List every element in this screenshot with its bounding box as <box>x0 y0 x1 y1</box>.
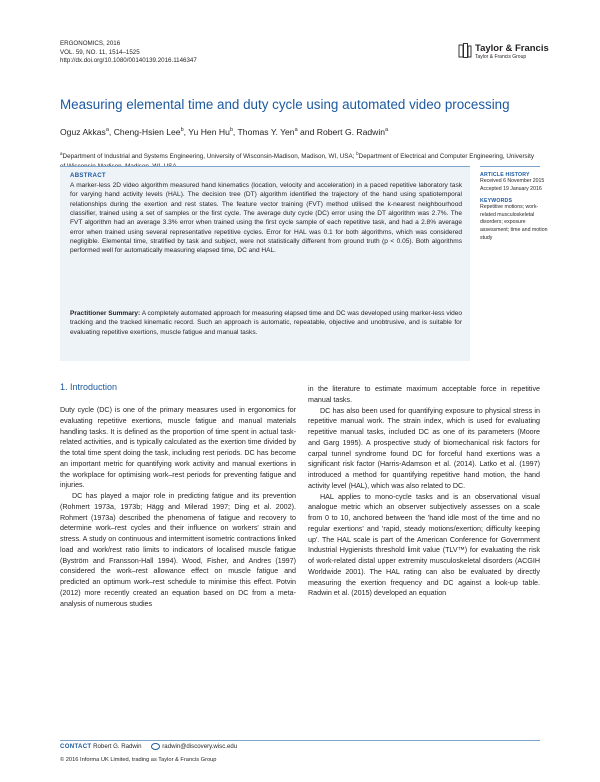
affil-sup: a <box>60 151 63 156</box>
author-sup: a <box>294 127 298 134</box>
publisher-name: Taylor & Francis <box>475 43 549 54</box>
affil-sup: b <box>356 151 359 156</box>
abstract-box <box>60 166 470 361</box>
author-sup: a <box>385 127 389 134</box>
author: Yu Hen Hu <box>188 127 230 137</box>
author-list <box>60 127 388 137</box>
copyright: © 2016 Informa UK Limited, trading as Taylor & Francis Group <box>60 757 217 763</box>
paragraph: in the literature to estimate maximum acceptable force in repetitive manual tasks. <box>308 385 540 404</box>
contact-name: Robert G. Radwin <box>93 743 142 751</box>
publisher-group: Taylor & Francis Group <box>475 54 527 60</box>
paragraph: DC has played a major role in predicting fatigue and its prevention (Rohmert 1973a, 1973b; Hägg and Milerad 1997; Ding et al. 2002). Rohmert (1973a) described the phenomena of fatigue and recovery to determine work–rest cycles and their influence on workers' strain and stress. A study on continuous and intermittent isometric contractions linked load and work/rest ratio limits to indicators of localised muscle fatigue (Byström and Fransson-Hall 1994). Wood, Fisher, and Andres (1997) considered the work–rest allowance effect on muscle fatigue and predicted an optimum work–rest schedule to minimise this effect. Potvin (2012) more recently created an equation based on DC from a meta-analysis of numerous studies <box>60 492 296 608</box>
right-column <box>308 384 540 599</box>
affiliation-b: Department of Electrical and Computer Engineering, University <box>358 153 535 161</box>
paragraph: Duty cycle (DC) is one of the primary measures used in ergonomics for evaluating repetitive exertions, muscle fatigue and manual materials handling tasks. It is defined as the proportion of time spent in actual task-related activities, and is typically calculated as the exertion time divided by the total time spent doing the task, including rest periods. DC has become an important metric for quantifying work activity and manual exertions in the workplace for optimising work–rest periods for preventing fatigue and injuries. <box>60 406 296 490</box>
journal-header <box>60 40 197 66</box>
author-separator: , <box>232 127 238 137</box>
section-heading: 1. Introduction <box>60 382 118 392</box>
keyword-line: Repetitive motions; work- <box>480 204 539 211</box>
author: Cheng-Hsien Lee <box>113 127 181 137</box>
contact-label: CONTACT <box>60 743 92 751</box>
contact-email[interactable]: radwin@discovery.wisc.edu <box>162 743 238 751</box>
practitioner-summary <box>70 309 462 337</box>
keyword-line: related musculoskeletal <box>480 211 535 218</box>
abstract-heading: ABSTRACT <box>70 172 106 179</box>
author-sup: a <box>105 127 109 134</box>
author-sup: b <box>180 127 184 134</box>
history-heading: ARTICLE HISTORY <box>480 172 530 178</box>
footer-rule <box>60 740 540 741</box>
author: Oguz Akkas <box>60 127 106 137</box>
accepted-date: Accepted 19 January 2016 <box>480 185 542 192</box>
article-sidebar <box>480 166 548 242</box>
contact-line <box>60 743 237 750</box>
author-sup: b <box>229 127 233 134</box>
publisher-logo <box>458 42 558 62</box>
practitioner-text: A completely automated approach for measuring elapsed time and DC was developed using marker-less video tracking and the tracked kinematic record. Such an approach is automatic, repeatable, objective and unobtrusive, and is suitable for evaluating repetitive exertions, muscle fatigue and manual tasks. <box>70 310 462 336</box>
paragraph: DC has also been used for quantifying exposure to physical stress in repetitive manual work. The strain index, which is used for evaluating repetitive manual tasks, included DC as one of its parameters (Moore and Garg 1995). A prospective study of biomechanical risk factors for carpal tunnel syndrome found DC for forceful hand exertions was a significant risk factor (Harris-Adamson et al. (2014). Latko et al. (1997) introduced a method for quantifying repetitive hand motion, the hand activity level (HAL), which was also related to DC. <box>308 406 540 490</box>
doi-link[interactable]: http://dx.doi.org/10.1080/00140139.2016.1146347 <box>60 57 197 65</box>
journal-volume: VOL. 59, NO. 11, 1514–1525 <box>60 48 140 56</box>
email-icon <box>151 743 160 750</box>
journal-name: ERGONOMICS, 2016 <box>60 40 121 47</box>
article-title: Measuring elemental time and duty cycle using automated video processing <box>60 97 510 112</box>
author: Thomas Y. Yen <box>237 127 295 137</box>
author-separator: , <box>183 127 189 137</box>
abstract-text: A marker-less 2D video algorithm measured hand kinematics (location, velocity and acceleration) in a paced repetitive laboratory task for varying hand activity levels (HAL). The decision tree (DT) algorithm identified the trajectory of the hand using spatiotemporal relationships during the exertion and rest states. The feature vector training (FVT) method utilised the k-nearest neighbourhood classifier, trained using a set of samples or the first cycle. The average duty cycle (DC) error using the DT algorithm was 2.7%. The FVT algorithm had an average 3.3% error when trained using the first cycle sample of each repetitive task, and had a 2.8% average error when trained using several representative repetitive cycles. Error for HAL was 0.1 for both algorithms, which was considered negligible. Elemental time, stratified by task and subject, were not statistically different from ground truth (p < 0.05). Both algorithms performed well for automatically measuring elapsed time, DC and HAL. <box>70 182 462 255</box>
practitioner-label: Practitioner Summary: <box>70 310 141 317</box>
left-column <box>60 405 296 609</box>
paragraph: HAL applies to mono-cycle tasks and is an observational visual analogue metric which an observer subjectively assesses on a scale from 0 to 10, anchored between the 'hand idle most of the time and no regular exertions' and 'rapid, steady motions/exertion; difficulty keeping up'. The HAL scale is part of the American Conference for Government Industrial Hygienists threshold limit value (TLV™) for evaluating the risk of work-related distal upper extremity musculoskeletal disorders (ACGIH Worldwide 2001). The HAL rating can also be evaluated by directly measuring the exertion frequency and DC against a look-up table. Radwin et al. (2015) developed an equation <box>308 492 540 598</box>
abstract-rule <box>60 166 470 167</box>
author-separator: and <box>297 127 317 137</box>
keyword-line: study <box>480 234 493 241</box>
received-date: Received 6 November 2015 <box>480 178 545 184</box>
keywords-heading: KEYWORDS <box>480 198 513 205</box>
author: Robert G. Radwin <box>316 127 386 137</box>
affiliation-a: Department of Industrial and Systems Engineering, University of Wisconsin-Madison, Madison, WI, USA; <box>62 153 357 161</box>
keyword-line: assessment; time and motion <box>480 226 548 233</box>
keyword-line: disorders; exposure <box>480 219 526 226</box>
author-separator: , <box>108 127 114 137</box>
sidebar-rule <box>480 166 540 167</box>
book-stack-icon <box>458 43 472 59</box>
